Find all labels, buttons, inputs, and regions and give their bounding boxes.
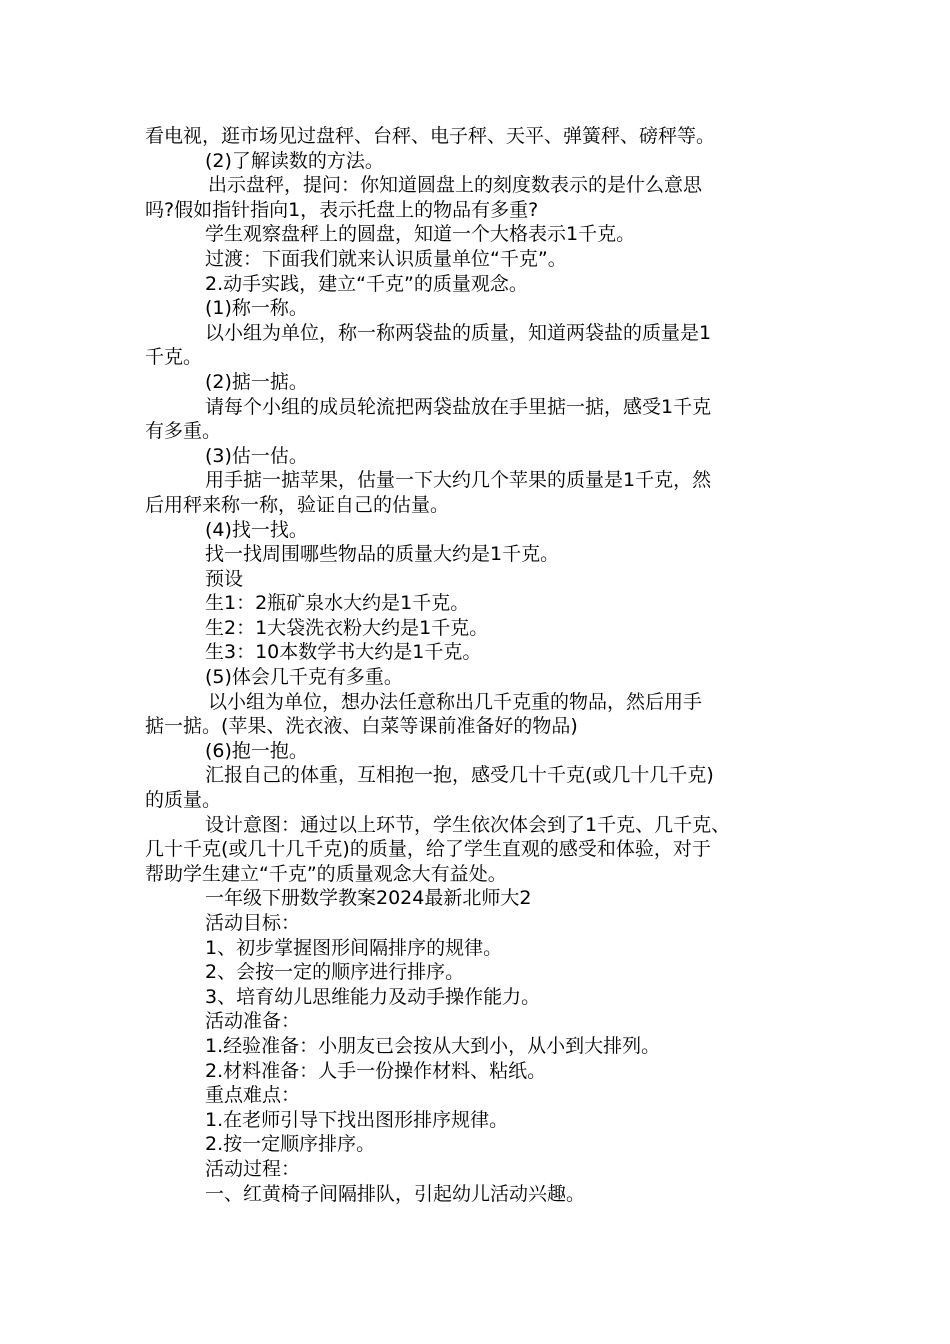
text-line: 活动准备： — [205, 1010, 301, 1033]
section-heading: 一年级下册数学教案2024最新北师大2 — [205, 887, 532, 910]
text-line: 汇报自己的体重，互相抱一抱，感受几十千克(或几十几千克) — [205, 764, 714, 787]
text-line: 几十千克(或几十几千克)的质量，给了学生直观的感受和体验，对于 — [145, 838, 711, 861]
text-line: (4)找一找。 — [205, 518, 308, 541]
text-line: 千克。 — [145, 346, 203, 369]
text-line: 1、初步掌握图形间隔排序的规律。 — [205, 936, 503, 959]
text-line: 1.经验准备：小朋友已会按从大到小，从小到大排列。 — [205, 1034, 661, 1057]
text-line: 预设 — [205, 567, 244, 590]
text-line: (6)抱一抱。 — [205, 739, 308, 762]
text-line: 2.动手实践，建立“千克”的质量观念。 — [205, 272, 528, 295]
text-line: (5)体会几千克有多重。 — [205, 666, 403, 689]
text-line: (2)掂一掂。 — [205, 370, 308, 393]
text-line: 生2：1大袋洗衣粉大约是1千克。 — [205, 616, 489, 639]
text-line: 1.在老师引导下找出图形排序规律。 — [205, 1108, 509, 1131]
text-line: (1)称一称。 — [205, 297, 308, 320]
text-line: 请每个小组的成员轮流把两袋盐放在手里掂一掂，感受1千克 — [205, 395, 712, 418]
text-line: 一、红黄椅子间隔排队，引起幼儿活动兴趣。 — [205, 1182, 586, 1205]
text-line: 2.按一定顺序排序。 — [205, 1133, 376, 1156]
text-line: 2.材料准备：人手一份操作材料、粘纸。 — [205, 1059, 547, 1082]
text-line: 学生观察盘秤上的圆盘，知道一个大格表示1千克。 — [205, 223, 636, 246]
text-line: 过渡：下面我们就来认识质量单位“千克”。 — [205, 247, 567, 270]
text-line: 看电视，逛市场见过盘秤、台秤、电子秤、天平、弹簧秤、磅秤等。 — [145, 125, 716, 147]
text-line: 设计意图：通过以上环节，学生依次体会到了1千克、几千克、 — [205, 813, 731, 836]
text-line: 生1：2瓶矿泉水大约是1千克。 — [205, 592, 470, 615]
text-line: 后用秤来称一称，验证自己的估量。 — [145, 493, 450, 516]
text-line: 生3：10本数学书大约是1千克。 — [205, 641, 482, 664]
text-line: 以小组为单位，称一称两袋盐的质量，知道两袋盐的质量是1 — [205, 321, 712, 344]
document-body — [145, 124, 810, 1206]
text-line: 活动目标： — [205, 912, 301, 934]
text-line: 找一找周围哪些物品的质量大约是1千克。 — [205, 543, 560, 566]
text-line: 出示盘秤，提问：你知道圆盘上的刻度数表示的是什么意思 — [208, 174, 703, 197]
text-line: (3)估一估。 — [205, 444, 308, 467]
text-line: 掂一掂。(苹果、洗衣液、白菜等课前准备好的物品) — [145, 715, 578, 738]
text-line: 以小组为单位，想办法任意称出几千克重的物品，然后用手 — [208, 690, 703, 713]
text-line: 活动过程： — [205, 1157, 301, 1180]
text-line: 重点难点： — [205, 1084, 301, 1107]
text-line: 用手掂一掂苹果，估量一下大约几个苹果的质量是1千克，然 — [205, 469, 712, 492]
text-line: (2)了解读数的方法。 — [205, 149, 384, 172]
text-line: 的质量。 — [145, 789, 222, 812]
text-line: 有多重。 — [145, 420, 222, 443]
text-line: 2、会按一定的顺序进行排序。 — [205, 961, 465, 984]
text-line: 帮助学生建立“千克”的质量观念大有益处。 — [145, 862, 507, 885]
text-line: 吗?假如指针指向1，表示托盘上的物品有多重? — [145, 198, 539, 221]
text-line: 3、培育幼儿思维能力及动手操作能力。 — [205, 985, 541, 1008]
